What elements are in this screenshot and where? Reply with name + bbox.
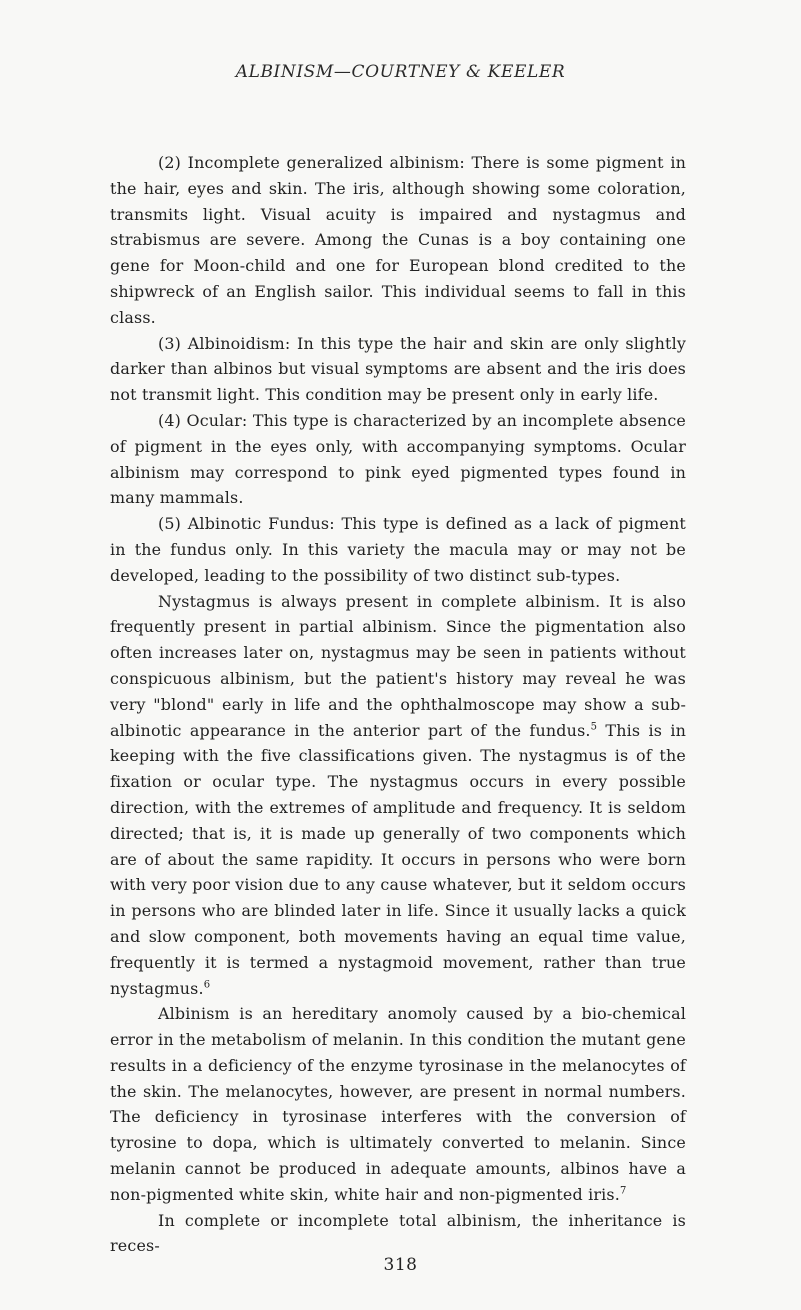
- paragraph-nystagmus: [110, 589, 686, 1002]
- paragraph-albinotic-fundus: (5) Albinotic Fundus: This type is defined as a lack of pigment in the fundus only. In this variety the macula may or may not be developed, leading to the possibility of two distinct sub-types.: [110, 514, 686, 585]
- paragraph-inheritance: In complete or incomplete total albinism, the inheritance is reces-: [110, 1210, 686, 1256]
- paragraph-melanin-metabolism: [110, 1001, 686, 1207]
- nystagmus-text-part-2: This is in keeping with the five classifications given. The nystagmus is of the fixation or ocular type. The nystagmus occurs in every possible direction, with the extremes of amplitude and frequency. It is seldom directed; that is, it is made up generally of two components which are of about the same rapidity. It occurs in persons who were born with very poor vision due to any cause whatever, but it seldom occurs in persons who are blinded later in life. Since it usually lacks a quick and slow component, both movements having an equal time value, frequently it is termed a nystagmoid movement, rather than true nystagmus.: [110, 720, 686, 998]
- melanin-text: Albinism is an hereditary anomoly caused by a bio-chemical error in the metabolism of melanin. In this condition the mutant gene results in a deficiency of the enzyme tyrosinase in the melanocytes of the skin. The melanocytes, however, are present in normal numbers. The deficiency in tyrosinase interferes with the conversion of tyrosine to dopa, which is ultimately converted to melanin. Since melanin cannot be produced in adequate amounts, albinos have a non-pigmented white skin, white hair and non-pigmented iris.: [110, 1004, 686, 1204]
- footnote-reference: 7: [619, 1185, 627, 1197]
- footnote-reference: 6: [203, 979, 211, 991]
- paragraph-ocular: (4) Ocular: This type is characterized by an incomplete absence of pigment in the eyes only, with accompanying symptoms. Ocular albinism may correspond to pink eyed pigmented types found in many mammals.: [110, 410, 686, 508]
- running-head: ALBINISM—COURTNEY & KEELER: [235, 62, 566, 82]
- page-number: 318: [383, 1255, 418, 1275]
- paragraph-albinoidism: (3) Albinoidism: In this type the hair and skin are only slightly darker than albinos but visual symptoms are absent and the iris does not transmit light. This condition may be present only in early life.: [110, 333, 686, 405]
- footnote-reference: 5: [590, 721, 598, 733]
- paragraph-incomplete-generalized-albinism: (2) Incomplete generalized albinism: There is some pigment in the hair, eyes and skin. The iris, although showing some coloration, transmits light. Visual acuity is impaired and nystagmus and strabismus are severe. Among the Cunas is a boy containing one gene for Moon-child and one for European blond credited to the shipwreck of an English sailor. This individual seems to fall in this class.: [110, 153, 686, 327]
- nystagmus-text-part-1: Nystagmus is always present in complete albinism. It is also frequently present in partial albinism. Since the pigmentation also often increases later on, nystagmus may be seen in patients without conspicuous albinism, but the patient's history may reveal he was very "blond" early in life and the ophthalmoscope may show a sub-albinotic appearance in the anterior part of the fundus.: [110, 591, 686, 740]
- body-text: [110, 150, 686, 1259]
